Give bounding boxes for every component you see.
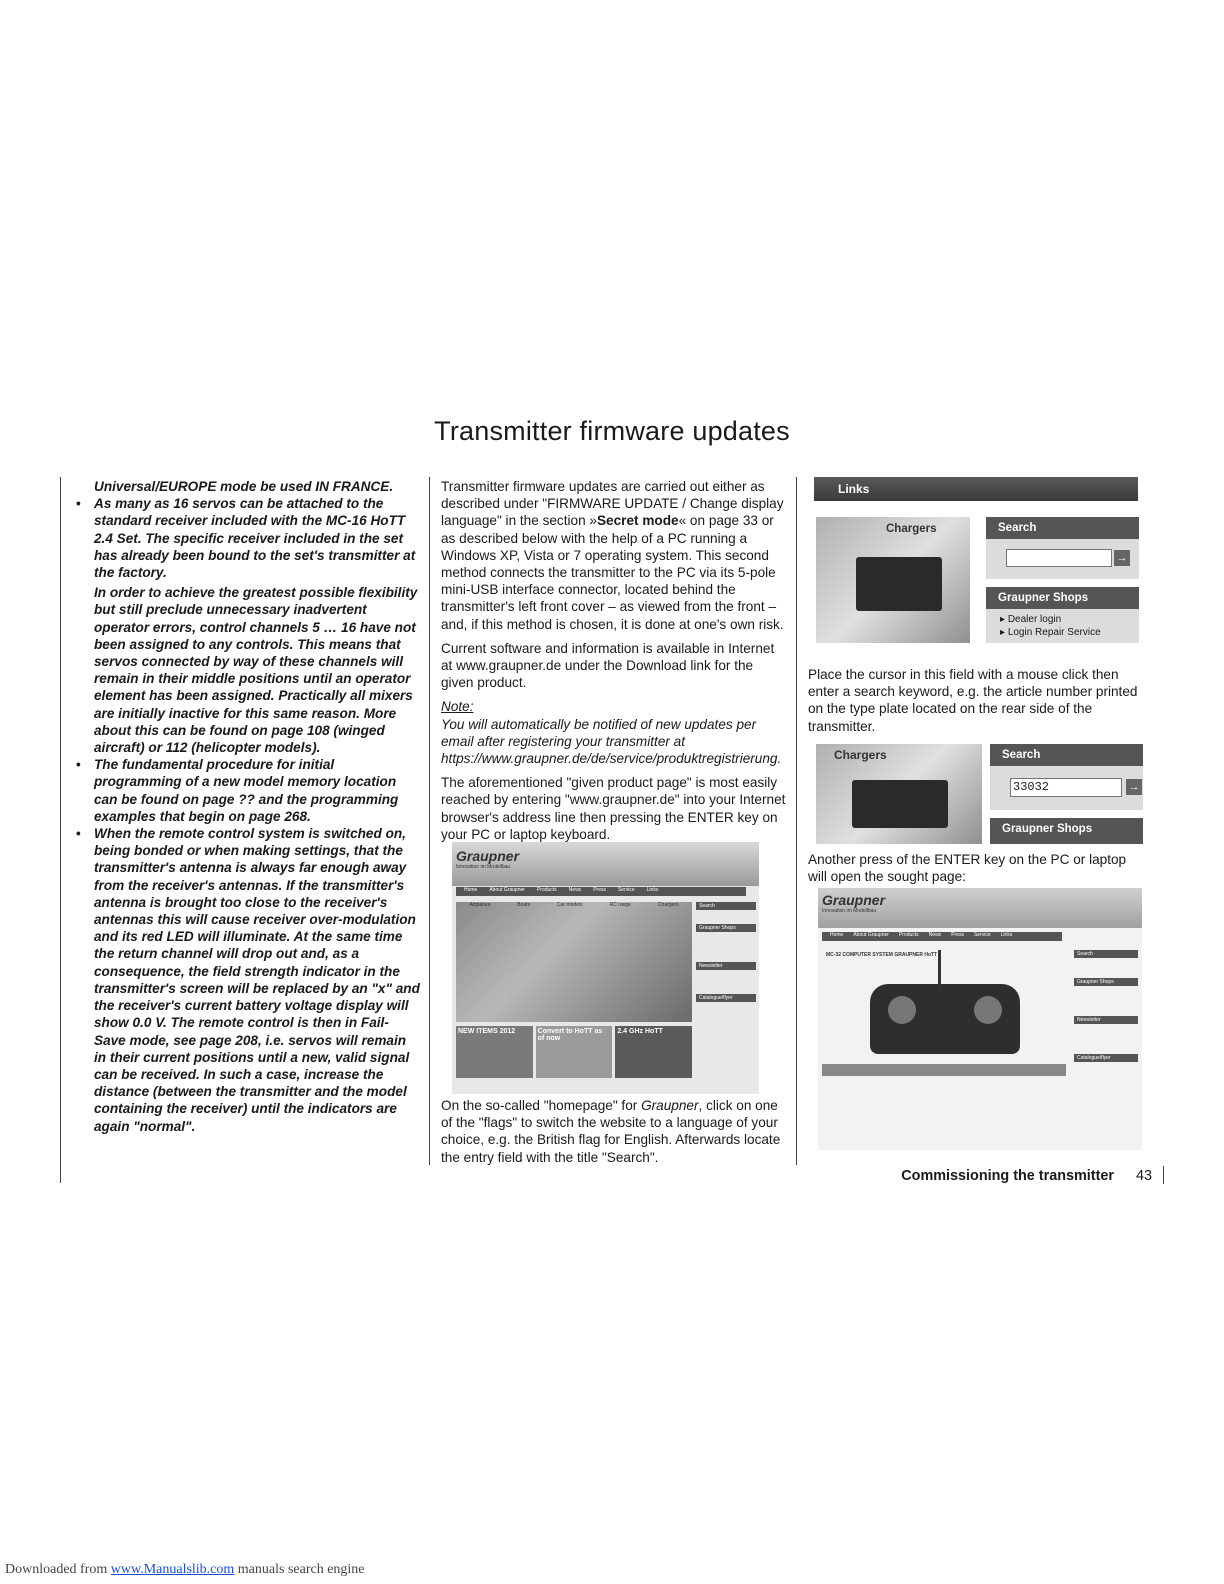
product-page-screenshot xyxy=(818,888,1142,1150)
secret-mode-term: Secret mode xyxy=(596,513,679,529)
home-side-search: Search xyxy=(696,902,756,910)
col2-paragraph-2: Current software and information is available in Internet at www.graupner.de under the Download link for the given product. xyxy=(441,640,775,691)
page-footer xyxy=(901,1168,1152,1184)
category-airplanes: Airplanes xyxy=(469,902,491,908)
column-3-text-1 xyxy=(808,666,1148,735)
col2-p1-b: « on page 33 or as described below with the help of a PC running a Windows XP, Vista or 7 operating system. This second method connects the transmitter to the PC via its 5-pole mini-USB interface connector, located behind the transmitter's left front cover – as viewed from the front – and, if this method is chosen, it is done at one's own risk. xyxy=(441,513,784,632)
right-rule xyxy=(1163,1166,1164,1184)
dealer-login-link[interactable]: ▸ Dealer login xyxy=(1000,614,1062,625)
prod-nav-home: Home xyxy=(830,932,844,938)
home-side-newsletter: Newsletter xyxy=(696,962,756,970)
homepage-categories xyxy=(456,902,692,908)
search-input-2[interactable]: 33032 xyxy=(1010,778,1122,797)
prod-side-newsletter: Newsletter xyxy=(1074,1016,1138,1024)
bullet-servos-text: • As many as 16 servos can be attached to the standard receiver included with the MC-16 HoTT 2.4 Set. The specific receiver included in the set has already been bound to the set's transmitter at the factory. xyxy=(94,496,416,581)
chargers-label-2: Chargers xyxy=(834,748,887,762)
col2-p1-a: Transmitter firmware updates are carried out either as described under "FIRMWARE UPDATE / Change display language" in the section » xyxy=(441,479,784,529)
col3-paragraph-2: Another press of the ENTER key on the PC or laptop will open the sought page: xyxy=(808,852,1127,885)
home-nav-products: Products xyxy=(536,887,557,893)
col2-paragraph-4 xyxy=(441,1097,786,1166)
home-side-shops: Graupner Shops xyxy=(696,924,756,932)
bullet-antenna-text: • When the remote control system is switched on, being bonded or when making settings, that the transmitter's antenna is always far enough away from the receiver's antennas. If the transmitter's antenna is brought too close to the receiver's antennas this will cause receiver over-modulation and its red LED will illuminate. At the same time the return channel will drop out and, as a consequence, the field strength indicator in the transmitter's screen will be replaced by an "x" and the receiver's current battery voltage display will show 0.0 V. The remote control is then in Fail-Save mode, see page 208, i.e. servos will remain in their current positions until a new, valid signal can be received. In such a case, increase the distance (between the transmitter and the model containing the receiver) until the indicators are again "normal". xyxy=(94,826,420,1134)
prod-nav-products: Products xyxy=(898,932,919,938)
product-sidebar xyxy=(1074,950,1138,1062)
bullet-servos xyxy=(94,495,420,756)
download-prefix: Downloaded from xyxy=(5,1562,111,1577)
right-stick-icon xyxy=(974,996,1002,1024)
charger-device-2 xyxy=(852,780,948,828)
col3-paragraph-1: Place the cursor in this field with a mouse click then enter a search keyword, e.g. the article number printed on the type plate located on the rear side of the transmitter. xyxy=(808,667,1138,734)
product-logo: Graupner xyxy=(822,892,886,908)
column-2-bottom xyxy=(441,1097,786,1173)
links-label[interactable]: Links xyxy=(838,482,870,496)
product-tagline: Innovation im Modellbau xyxy=(822,908,877,914)
search-header-1: Search xyxy=(986,517,1139,539)
shops-header-1: Graupner Shops xyxy=(986,587,1139,609)
page-number: 43 xyxy=(1135,1168,1152,1184)
homepage-nav xyxy=(456,887,746,896)
homepage-tagline: Innovation im Modellbau xyxy=(456,864,511,870)
col2-paragraph-1 xyxy=(441,478,786,633)
home-nav-press: Press xyxy=(593,887,606,893)
home-nav-home: Home xyxy=(464,887,478,893)
chargers-label-1: Chargers xyxy=(886,523,937,535)
homepage-category-image xyxy=(456,902,692,1022)
column-rule-2 xyxy=(796,477,797,1165)
banner-convert-hott: Convert to HoTT as of now xyxy=(536,1026,613,1078)
search-go-icon-1[interactable]: → xyxy=(1114,550,1130,566)
graupner-term: Graupner xyxy=(641,1098,699,1113)
prod-side-shops: Graupner Shops xyxy=(1074,978,1138,986)
search-header-2: Search xyxy=(990,744,1143,766)
home-nav-service: Service xyxy=(617,887,635,893)
home-side-catalogue: Catalogue/flyer xyxy=(696,994,756,1002)
bullet-programming xyxy=(94,756,420,825)
shops-panel-1 xyxy=(986,587,1139,643)
search-panel-2 xyxy=(990,744,1143,810)
column-3-text-2 xyxy=(808,851,1148,885)
prod-side-search: Search xyxy=(1074,950,1138,958)
shop-links xyxy=(986,609,1139,643)
home-nav-links: Links xyxy=(646,887,659,893)
chargers-image-1 xyxy=(816,517,970,643)
col2-p4-a: On the so-called "homepage" for xyxy=(441,1098,642,1113)
column-1 xyxy=(76,478,420,1135)
banner-24ghz: 2.4 GHz HoTT xyxy=(615,1026,692,1078)
col1-intro: Universal/EUROPE mode be used IN FRANCE. xyxy=(94,479,394,494)
home-nav-news: News xyxy=(568,887,582,893)
product-title: MC-32 COMPUTER SYSTEM GRAUPNER HoTT xyxy=(826,952,938,958)
note-text: You will automatically be notified of new updates per email after registering your transmitter at https://www.graupner.de/de/service/produktregistrierung. xyxy=(441,716,782,767)
left-stick-icon xyxy=(888,996,916,1024)
shops-header-2: Graupner Shops xyxy=(990,818,1143,840)
download-notice xyxy=(5,1562,365,1578)
page-title: Transmitter firmware updates xyxy=(434,416,790,446)
category-boats: Boats xyxy=(517,902,531,908)
charger-device-1 xyxy=(856,557,942,611)
footer-section: Commissioning the transmitter xyxy=(901,1168,1114,1184)
category-rc: RC range xyxy=(609,902,631,908)
graupner-homepage-screenshot xyxy=(452,842,759,1094)
prod-nav-service: Service xyxy=(973,932,991,938)
homepage-logo: Graupner xyxy=(456,848,520,864)
banner-new-items: NEW ITEMS 2012 xyxy=(456,1026,533,1078)
col2-p4-b: , click on one of the "flags" to switch the website to a language of your choice, e.g. the British flag for English. Afterwards locate the entry field with the title "Search". xyxy=(441,1098,781,1165)
shops-panel-2 xyxy=(990,818,1143,844)
search-field-screenshot-1 xyxy=(814,477,1140,645)
manualslib-link[interactable]: www.Manualslib.com xyxy=(110,1562,235,1577)
repair-login-label: Login Repair Service xyxy=(1007,627,1101,638)
category-cars: Car models xyxy=(557,902,583,908)
bullet-servos-sub: In order to achieve the greatest possible flexibility but still preclude unnecessary inadvertent operator errors, control channels 5 … 16 have not been assigned to any controls. This means that servos connected by way of these channels will remain in their middle positions until an operator element has been assigned. Practically all mixers are initially inactive for this same reason. More about this can be found on page 108 (winged aircraft) or 112 (helicopter models). xyxy=(94,585,418,756)
search-go-icon-2[interactable]: → xyxy=(1126,779,1142,795)
search-field-screenshot-2 xyxy=(814,742,1144,846)
prod-nav-news: News xyxy=(928,932,942,938)
prod-nav-press: Press xyxy=(951,932,964,938)
search-panel-1 xyxy=(986,517,1139,579)
bullet-programming-text: • The fundamental procedure for initial programming of a new model memory location can be found on page ?? and the programming examples that begin on page 268. xyxy=(94,757,399,824)
thumbnail-strip xyxy=(822,1064,1066,1076)
search-input-1[interactable] xyxy=(1006,549,1112,567)
prod-side-catalogue: Catalogue/flyer xyxy=(1074,1054,1138,1062)
prod-nav-links: Links xyxy=(1000,932,1013,938)
links-bar xyxy=(814,477,1138,501)
home-nav-about: About Graupner xyxy=(489,887,525,893)
repair-login-link[interactable]: ▸ Login Repair Service xyxy=(1000,627,1101,638)
col2-paragraph-3: The aforementioned "given product page" is most easily reached by entering "www.graupner.de" into your Internet browser's address line then pressing the ENTER key on your PC or laptop keyboard. xyxy=(441,775,786,842)
product-nav xyxy=(822,932,1062,941)
dealer-login-label: Dealer login xyxy=(1007,614,1062,625)
column-rule-1 xyxy=(429,477,430,1165)
left-rule xyxy=(60,477,61,1183)
homepage-sidebar xyxy=(696,902,756,1002)
note-heading: Note: xyxy=(441,699,474,715)
category-chargers: Chargers xyxy=(657,902,679,908)
prod-nav-about: About Graupner xyxy=(853,932,889,938)
column-2 xyxy=(441,478,786,850)
antenna-icon xyxy=(938,950,941,990)
bullet-antenna xyxy=(94,825,420,1135)
homepage-banners xyxy=(456,1026,692,1078)
download-suffix: manuals search engine xyxy=(234,1562,365,1577)
chargers-image-2 xyxy=(816,744,982,844)
